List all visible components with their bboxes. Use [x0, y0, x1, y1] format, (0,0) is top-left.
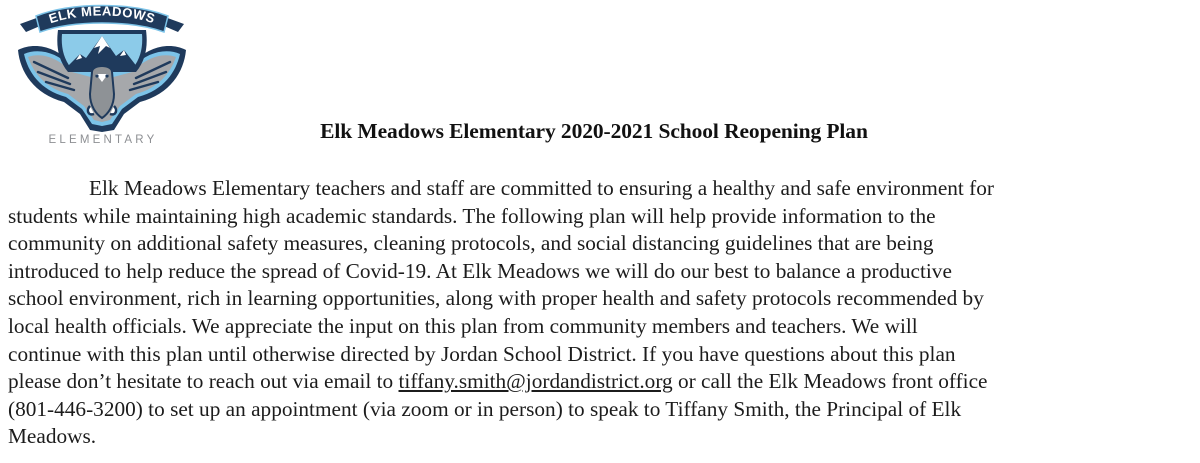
paragraph-line: introduced to help reduce the spread of Covid-19. At Elk Meadows we will do our best to balance a productive — [8, 258, 952, 283]
logo-caption: ELEMENTARY — [48, 134, 158, 146]
paragraph-line-email — [8, 368, 1194, 396]
email-line-prefix: please don’t hesitate to reach out via email to — [8, 369, 399, 394]
paragraph-line: continue with this plan until otherwise directed by Jordan School District. If you have questions about this plan — [8, 341, 956, 366]
document-title-text: Elk Meadows Elementary 2020-2021 School Reopening Plan — [320, 119, 868, 143]
email-line-suffix: or call the Elk Meadows front office — [672, 369, 988, 394]
paragraph-line: (801-446-3200) to set up an appointment (via zoom or in person) to speak to Tiffany Smith, the Principal of Elk — [8, 396, 962, 421]
logo-banner-text: ELK MEADOWS — [46, 3, 158, 27]
eagle-mountain-emblem-icon — [14, 2, 190, 137]
paragraph-line: school environment, rich in learning opportunities, along with proper health and safety protocols recommended by — [8, 286, 984, 311]
principal-email-link[interactable]: tiffany.smith@jordandistrict.org — [398, 369, 673, 394]
paragraph-line: local health officials. We appreciate the input on this plan from community members and teachers. We will — [8, 313, 918, 338]
intro-paragraph — [8, 175, 1194, 451]
paragraph-line: Elk Meadows Elementary teachers and staff are committed to ensuring a healthy and safe environment for — [89, 176, 994, 200]
paragraph-line: Meadows. — [8, 424, 97, 449]
paragraph-line: community on additional safety measures, cleaning protocols, and social distancing guidelines that are being — [8, 231, 934, 256]
paragraph-line: students while maintaining high academic standards. The following plan will help provide information to the — [8, 203, 936, 228]
document-title — [0, 119, 1188, 144]
